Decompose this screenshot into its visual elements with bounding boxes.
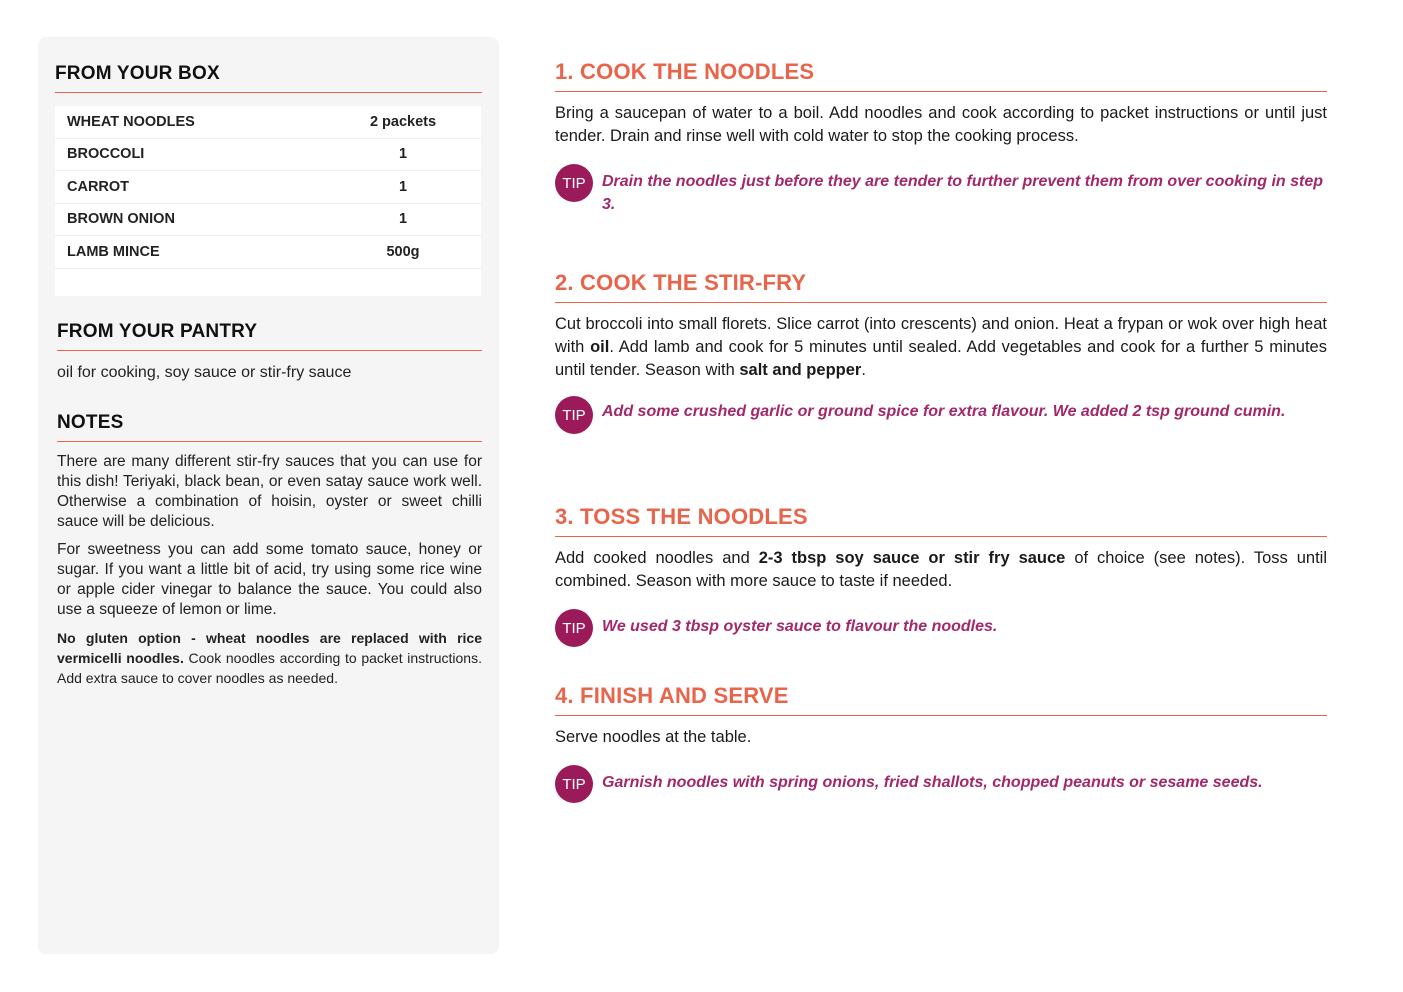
from-your-box-heading: FROM YOUR BOX bbox=[55, 63, 482, 93]
tip-badge-icon: TIP bbox=[555, 765, 593, 803]
tip-badge-icon: TIP bbox=[555, 396, 593, 434]
tip-badge-icon: TIP bbox=[555, 609, 593, 647]
tip-text: Drain the noodles just before they are tender to further prevent them from over cooking in step 3. bbox=[602, 173, 1324, 213]
ingredient-qty: 1 bbox=[398, 146, 408, 163]
pantry-text: oil for cooking, soy sauce or stir-fry sauce bbox=[57, 364, 352, 381]
step-2-bold-oil: oil bbox=[590, 338, 610, 356]
step-3-tip bbox=[555, 615, 1327, 647]
notes-paragraph: For sweetness you can add some tomato sauce, honey or sugar. If you want a little bit of acid, try using some rice wine or apple cider vinegar to balance the sauce. You could also use a squeeze of lemon or lime. bbox=[57, 541, 482, 618]
tip-text: Garnish noodles with spring onions, fried shallots, chopped peanuts or sesame seeds. bbox=[602, 774, 1263, 791]
tip-text: Add some crushed garlic or ground spice for extra flavour. We added 2 tsp ground cumin. bbox=[602, 403, 1286, 420]
notes-paragraph: There are many different stir-fry sauces that you can use for this dish! Teriyaki, black bean, or even satay sauce work well. Otherwise a combination of hoisin, oyster or sweet chilli sauce will be delicious. bbox=[57, 453, 482, 530]
ingredient-qty: 1 bbox=[398, 211, 408, 228]
step-4-heading: 4. FINISH AND SERVE bbox=[555, 683, 1327, 716]
step-4-tip bbox=[555, 771, 1327, 803]
ingredients-panel bbox=[38, 37, 499, 954]
step-3-bold-sauce: 2-3 tbsp soy sauce or stir fry sauce bbox=[758, 549, 1066, 567]
step-3-heading: 3. TOSS THE NOODLES bbox=[555, 504, 1327, 537]
ingredient-name: BROWN ONION bbox=[67, 211, 175, 228]
box-ingredients-table bbox=[55, 106, 481, 296]
step-3-text-part: Add cooked noodles and bbox=[555, 549, 759, 567]
step-2-text-part: . Add lamb and cook for 5 minutes until sealed. Add vegetables and cook for a further 5 minutes until tender. Season with bbox=[555, 338, 1327, 379]
step-1-tip bbox=[555, 170, 1327, 216]
step-4-text: Serve noodles at the table. bbox=[555, 728, 752, 746]
gluten-free-note bbox=[57, 628, 482, 688]
step-2-text bbox=[555, 313, 1327, 382]
step-3-text bbox=[555, 547, 1327, 593]
step-2 bbox=[555, 270, 1327, 434]
step-2-text-part: Cut broccoli into small florets. Slice carrot (into crescents) and onion. Heat a frypan or wok over high heat with bbox=[555, 315, 1327, 356]
step-2-tip bbox=[555, 402, 1327, 434]
table-row bbox=[55, 139, 481, 172]
notes-heading: NOTES bbox=[57, 412, 482, 442]
ingredient-name: CARROT bbox=[67, 178, 130, 195]
ingredient-name: LAMB MINCE bbox=[67, 243, 160, 260]
step-1-text: Bring a saucepan of water to a boil. Add noodles and cook according to packet instructions or until just tender. Drain and rinse well with cold water to stop the cooking process. bbox=[555, 104, 1327, 145]
table-row bbox=[55, 171, 481, 204]
ingredient-name: BROCCOLI bbox=[67, 146, 145, 163]
tip-badge-icon: TIP bbox=[555, 164, 593, 202]
gluten-free-note-bold: No gluten option - wheat noodles are replaced with rice vermicelli noodles. bbox=[57, 630, 482, 666]
ingredient-qty: 2 packets bbox=[369, 113, 437, 130]
step-1 bbox=[555, 59, 1327, 216]
ingredient-qty: 1 bbox=[398, 178, 408, 195]
step-2-text-part: . bbox=[861, 361, 866, 379]
step-2-bold-seasoning: salt and pepper bbox=[739, 361, 862, 379]
step-1-heading: 1. COOK THE NOODLES bbox=[555, 59, 1327, 92]
ingredient-name: WHEAT NOODLES bbox=[67, 113, 195, 130]
ingredient-qty: 500g bbox=[386, 243, 420, 260]
gluten-free-note-text: Cook noodles according to packet instructions. Add extra sauce to cover noodles as needed. bbox=[57, 650, 482, 686]
step-4 bbox=[555, 683, 1327, 803]
table-row bbox=[55, 204, 481, 237]
step-2-heading: 2. COOK THE STIR-FRY bbox=[555, 270, 1327, 303]
tip-text: We used 3 tbsp oyster sauce to flavour the noodles. bbox=[602, 618, 998, 635]
step-3-text-part: of choice (see notes). Toss until combined. Season with more sauce to taste if needed. bbox=[555, 549, 1327, 590]
from-your-pantry-heading: FROM YOUR PANTRY bbox=[57, 321, 482, 351]
table-row bbox=[55, 236, 481, 269]
step-3 bbox=[555, 504, 1327, 647]
table-row bbox=[55, 106, 481, 139]
notes-body bbox=[57, 452, 482, 688]
